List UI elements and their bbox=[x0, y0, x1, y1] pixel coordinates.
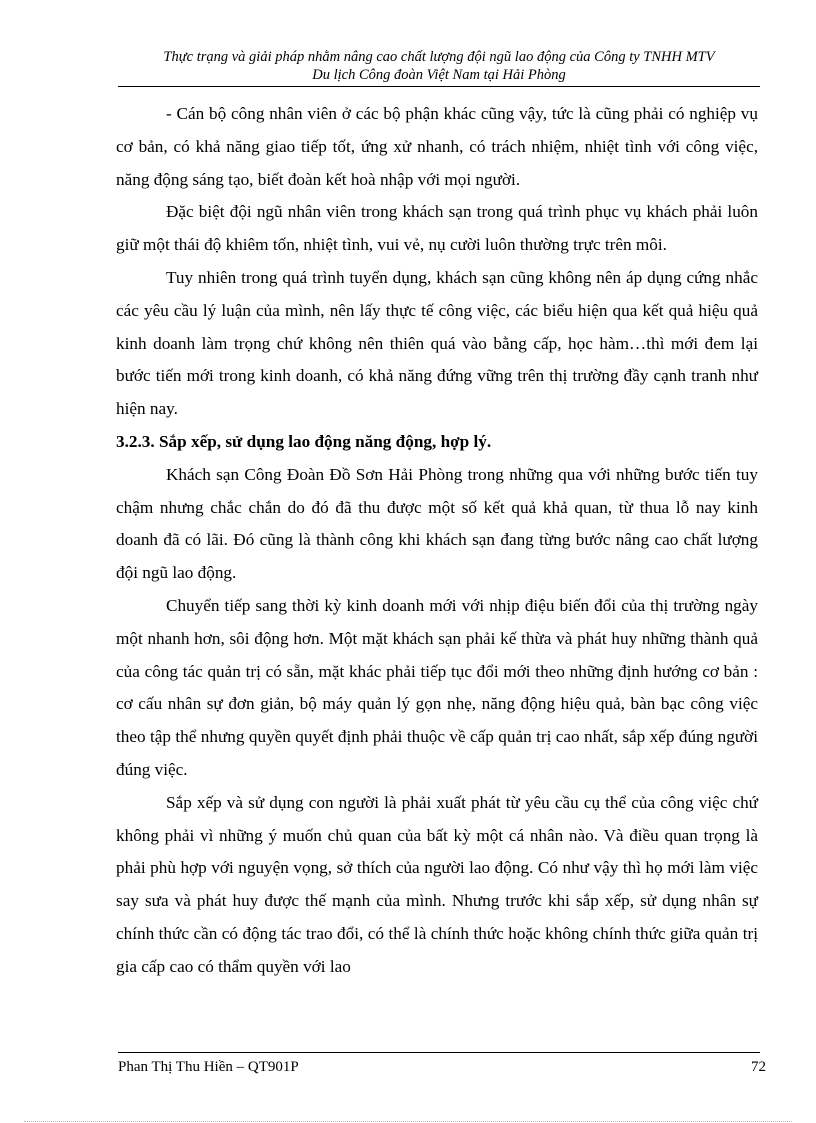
page-bottom-edge bbox=[24, 1121, 792, 1122]
paragraph-1: - Cán bộ công nhân viên ở các bộ phận khác cũng vậy, tức là cũng phải có nghiệp vụ cơ bản, có khả năng giao tiếp tốt, ứng xử nhanh, có trách nhiệm, nhiệt tình với công việc, năng động sáng tạo, biết đoàn kết hoà nhập với mọi người. bbox=[116, 104, 758, 189]
paragraph-3: Tuy nhiên trong quá trình tuyển dụng, khách sạn cũng không nên áp dụng cứng nhắc các yêu cầu lý luận của mình, nên lấy thực tế công việc, các biểu hiện qua kết quả hiệu quả kinh doanh làm trọng chứ không nên thiên quá vào bằng cấp, học hàm…thì mới đem lại bước tiến mới trong kinh doanh, có khả năng đứng vững trên thị trường đầy cạnh tranh như hiện nay. bbox=[116, 267, 758, 419]
page-body bbox=[116, 98, 758, 984]
paragraph-4: Khách sạn Công Đoàn Đồ Sơn Hải Phòng trong những qua với những bước tiến tuy chậm nhưng chắc chắn do đó đã thu được một số kết quả khả quan, từ thua lỗ nay kinh doanh đã có lãi. Đó cũng là thành công khi khách sạn đang từng bước nâng cao chất lượng đội ngũ lao động. bbox=[116, 464, 758, 583]
header-line-1: Thực trạng và giải pháp nhằm nâng cao chất lượng đội ngũ lao động của Công ty TNHH MTV bbox=[163, 49, 715, 65]
footer-author: Phan Thị Thu Hiền – QT901P bbox=[118, 1059, 299, 1075]
section-heading: 3.2.3. Sắp xếp, sử dụng lao động năng động, hợp lý. bbox=[116, 431, 492, 451]
running-header bbox=[118, 48, 760, 84]
paragraph-6: Sắp xếp và sử dụng con người là phải xuất phát từ yêu cầu cụ thể của công việc chứ không phải vì những ý muốn chủ quan của bất kỳ một cá nhân nào. Và điều quan trọng là phải phù hợp với nguyện vọng, sở thích của người lao động. Có như vậy thì họ mới làm việc say sưa và phát huy được thế mạnh của mình. Nhưng trước khi sắp xếp, sử dụng nhân sự chính thức cần có động tác trao đổi, có thể là chính thức hoặc không chính thức giữa quản trị gia cấp cao có thẩm quyền với lao bbox=[116, 792, 758, 976]
header-divider bbox=[118, 86, 760, 87]
paragraph-5: Chuyển tiếp sang thời kỳ kinh doanh mới với nhịp điệu biến đổi của thị trường ngày một nhanh hơn, sôi động hơn. Một mặt khách sạn phải kế thừa và phát huy những thành quả của công tác quản trị có sẵn, mặt khác phải tiếp tục đổi mới theo những định hướng cơ bản : cơ cấu nhân sự đơn giản, bộ máy quản lý gọn nhẹ, năng động hiệu quả, bàn bạc công việc theo tập thể nhưng quyền quyết định phải thuộc về cấp quản trị cao nhất, sắp xếp đúng người đúng việc. bbox=[116, 595, 758, 779]
paragraph-2: Đặc biệt đội ngũ nhân viên trong khách sạn trong quá trình phục vụ khách phải luôn giữ một thái độ khiêm tốn, nhiệt tình, vui vẻ, nụ cười luôn thường trực trên môi. bbox=[116, 202, 758, 255]
footer-divider bbox=[118, 1052, 760, 1053]
page-number: 72 bbox=[751, 1059, 766, 1075]
header-line-2: Du lịch Công đoàn Việt Nam tại Hải Phòng bbox=[312, 67, 566, 83]
